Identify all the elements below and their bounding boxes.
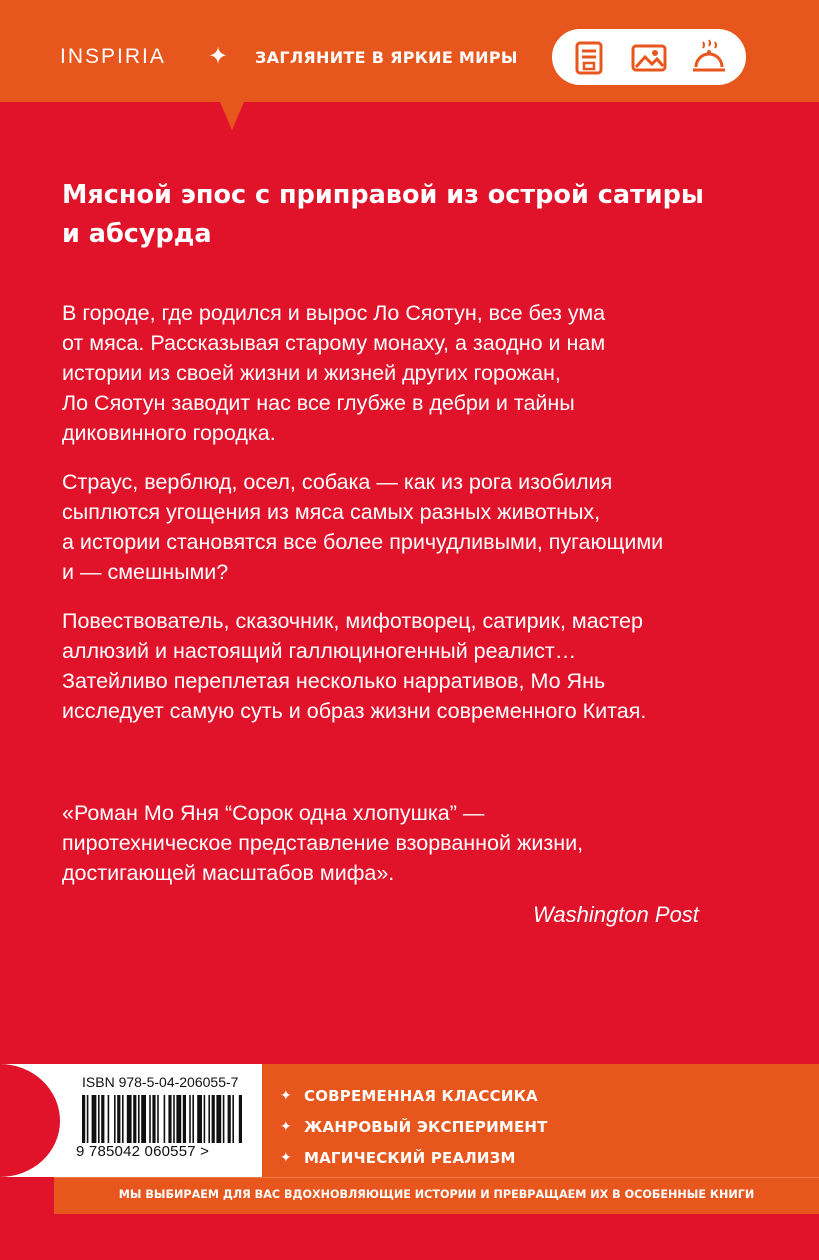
text-line: Повествователь, сказочник, мифотворец, сатирик, мастер — [62, 609, 643, 633]
text-line: исследует самую суть и образ жизни современного Китая. — [62, 699, 647, 723]
barcode-bar — [228, 1095, 231, 1143]
barcode-bar — [168, 1095, 171, 1143]
barcode-bar — [82, 1095, 85, 1143]
barcode-bar — [87, 1095, 89, 1143]
genre-list — [280, 1080, 548, 1173]
quote-line: «Роман Мо Яня “Сорок одна хлопушка” — — [62, 801, 485, 825]
text-line: Страус, верблюд, осел, собака — как из рога изобилия — [62, 470, 613, 494]
barcode-bar — [101, 1095, 104, 1143]
text-line: от мяса. Рассказывая старому монаху, а заодно и нам — [62, 331, 606, 355]
barcode-bar — [164, 1095, 166, 1143]
barcode-bar — [157, 1095, 159, 1143]
genre-item — [280, 1142, 548, 1173]
barcode-bar — [223, 1095, 225, 1143]
paragraph-2 — [62, 467, 782, 587]
barcode-bar — [92, 1095, 97, 1143]
star-icon: ✦ — [280, 1149, 292, 1166]
quote-line: достигающей масштабов мифа». — [62, 861, 395, 885]
picture-icon — [630, 39, 668, 77]
barcode-bar — [216, 1095, 221, 1143]
star-icon: ✦ — [280, 1087, 292, 1104]
barcode-bar — [114, 1095, 116, 1143]
barcode-bar — [108, 1095, 110, 1143]
barcode-bar — [239, 1095, 242, 1143]
barcode-bar — [189, 1095, 191, 1143]
separator-star-icon: ✦ — [208, 42, 229, 70]
header-notch — [220, 102, 244, 130]
paragraph-1 — [62, 298, 782, 448]
text-line: аллюзий и настоящий галлюциногенный реалист… — [62, 639, 577, 663]
genre-item — [280, 1111, 548, 1142]
barcode-bar — [133, 1095, 136, 1143]
barcode-bar — [127, 1095, 132, 1143]
isbn-label: ISBN 978-5-04-206055-7 — [82, 1074, 239, 1090]
headline-line: Мясной эпос с приправой из острой сатиры — [62, 180, 704, 210]
genre-label: ЖАНРОВЫЙ ЭКСПЕРИМЕНТ — [304, 1117, 548, 1136]
barcode-bar — [122, 1095, 124, 1143]
quote-line: пиротехническое представление взорванной жизни, — [62, 831, 584, 855]
barcode-bar — [183, 1095, 186, 1143]
book-icon — [570, 39, 608, 77]
barcode-bar — [176, 1095, 181, 1143]
paragraph-3 — [62, 606, 782, 726]
press-quote — [62, 798, 782, 888]
genre-label: МАГИЧЕСКИЙ РЕАЛИЗМ — [304, 1148, 516, 1167]
text-line: Ло Сяотун заводит нас все глубже в дебри и тайны — [62, 391, 575, 415]
quote-source: Washington Post — [533, 902, 699, 927]
barcode-bar — [208, 1095, 210, 1143]
headline — [62, 176, 762, 254]
publisher-logo: INSPIRIA — [60, 45, 166, 68]
genre-item — [280, 1080, 548, 1111]
barcode-bar — [192, 1095, 194, 1143]
barcode-bar — [152, 1095, 155, 1143]
barcode-bar — [98, 1095, 100, 1143]
footer-slogan: МЫ ВЫБИРАЕМ ДЛЯ ВАС ВДОХНОВЛЯЮЩИЕ ИСТОРИИ И ПРЕВРАЩАЕМ ИХ В ОСОБЕННЫЕ КНИГИ — [118, 1188, 755, 1201]
genre-label: СОВРЕМЕННАЯ КЛАССИКА — [304, 1086, 538, 1105]
barcode — [82, 1095, 252, 1143]
text-line: истории из своей жизни и жизней других горожан, — [62, 361, 561, 385]
barcode-bar — [173, 1095, 175, 1143]
barcode-bar — [212, 1095, 215, 1143]
text-line: и — смешными? — [62, 560, 229, 584]
icon-pill — [552, 29, 746, 85]
headline-line: и абсурда — [62, 219, 212, 249]
text-line: сыплются угощения из мяса самых разных животных, — [62, 500, 601, 524]
text-line: диковинного городка. — [62, 421, 276, 445]
header-tagline: ЗАГЛЯНИТЕ В ЯРКИЕ МИРЫ — [255, 48, 518, 67]
barcode-bar — [204, 1095, 206, 1143]
serving-dish-icon — [690, 39, 728, 77]
barcode-bar — [197, 1095, 202, 1143]
barcode-bar — [138, 1095, 140, 1143]
barcode-bar — [232, 1095, 234, 1143]
text-line: Затейливо переплетая несколько нарративов, Мо Янь — [62, 669, 606, 693]
star-icon: ✦ — [280, 1118, 292, 1135]
barcode-bar — [117, 1095, 120, 1143]
barcode-digits: 9 785042 060557 > — [76, 1143, 210, 1160]
barcode-bar — [141, 1095, 146, 1143]
text-line: В городе, где родился и вырос Ло Сяотун, все без ума — [62, 301, 606, 325]
text-line: а истории становятся все более причудливыми, пугающими — [62, 530, 664, 554]
barcode-bar — [149, 1095, 151, 1143]
